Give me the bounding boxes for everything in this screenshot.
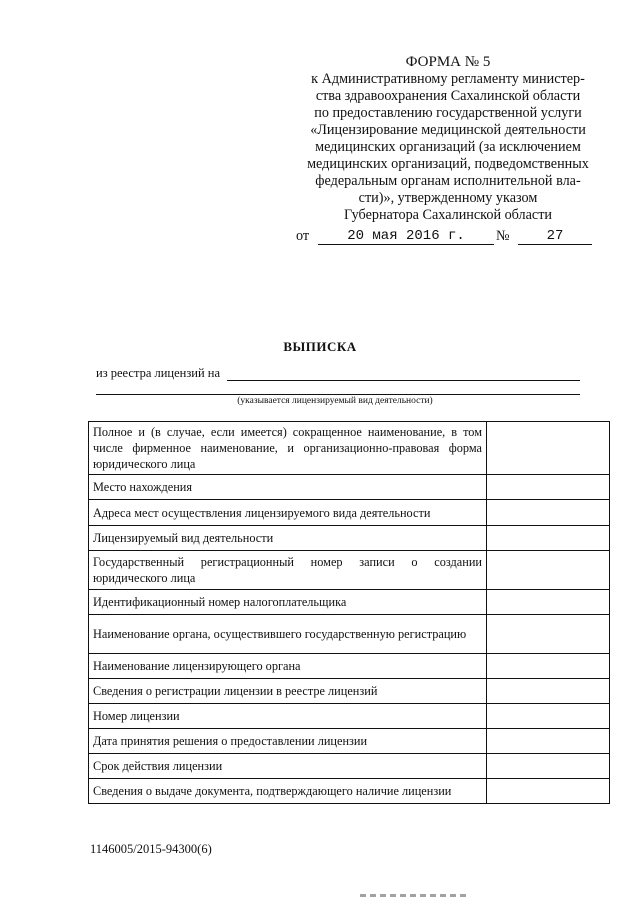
header-line: федеральным органам исполнительной вла-: [315, 173, 581, 189]
header-line: по предоставлению государственной услуги: [314, 105, 582, 121]
table-row: [89, 551, 610, 590]
row-value: [487, 704, 610, 729]
row-label: Полное и (в случае, если имеется) сокращенное наименование, в том числе фирменное наименование, и организационно-правовая форма юридического лица: [89, 422, 487, 475]
row-value: [487, 754, 610, 779]
decree-number: 27: [518, 228, 592, 245]
table-row: [89, 654, 610, 679]
row-label: Идентификационный номер налогоплательщика: [89, 590, 487, 615]
header-line: сти)», утвержденному указом: [358, 190, 538, 206]
table-row: [89, 729, 610, 754]
row-value: [487, 500, 610, 526]
row-value: [487, 422, 610, 475]
registry-fill-line-2: [96, 394, 580, 395]
row-label: Сведения о регистрации лицензии в реестре лицензий: [89, 679, 487, 704]
form-number: ФОРМА № 5: [405, 54, 491, 70]
registry-label: из реестра лицензий на: [96, 366, 221, 380]
row-label: Лицензируемый вид деятельности: [89, 526, 487, 551]
table-row: [89, 475, 610, 500]
row-label: Государственный регистрационный номер записи о создании юридического лица: [89, 551, 487, 590]
row-value: [487, 590, 610, 615]
table-row: [89, 704, 610, 729]
table-row: [89, 615, 610, 654]
decree-date-row: [296, 228, 600, 246]
decree-date: 20 мая 2016 г.: [318, 228, 494, 245]
header-line: медицинских организаций (за исключением: [315, 139, 581, 155]
registry-fill-line: [227, 380, 580, 381]
scan-mark: [360, 894, 470, 897]
row-label: Номер лицензии: [89, 704, 487, 729]
row-value: [487, 551, 610, 590]
row-label: Наименование органа, осуществившего государственную регистрацию: [89, 615, 487, 654]
header-line: ства здравоохранения Сахалинской области: [315, 88, 581, 104]
number-prefix: №: [496, 228, 510, 244]
date-prefix: от: [296, 228, 310, 244]
table-row: [89, 422, 610, 475]
row-value: [487, 779, 610, 804]
document-title: ВЫПИСКА: [283, 339, 357, 354]
header-line: Губернатора Сахалинской области: [343, 207, 553, 223]
row-label: Срок действия лицензии: [89, 754, 487, 779]
row-label: Дата принятия решения о предоставлении лицензии: [89, 729, 487, 754]
row-label: Место нахождения: [89, 475, 487, 500]
table-row: [89, 754, 610, 779]
row-value: [487, 679, 610, 704]
table-row: [89, 526, 610, 551]
extract-table: [88, 421, 610, 804]
row-value: [487, 615, 610, 654]
row-value: [487, 654, 610, 679]
table-row: [89, 500, 610, 526]
header-line: медицинских организаций, подведомственных: [307, 156, 589, 172]
table-row: [89, 590, 610, 615]
header-line: к Административному регламенту министер-: [311, 71, 585, 87]
registry-hint: (указывается лицензируемый вид деятельности): [237, 396, 433, 406]
table-row: [89, 779, 610, 804]
registry-row: [96, 366, 580, 382]
row-label: Наименование лицензирующего органа: [89, 654, 487, 679]
row-label: Сведения о выдаче документа, подтверждающего наличие лицензии: [89, 779, 487, 804]
row-value: [487, 526, 610, 551]
row-label: Адреса мест осуществления лицензируемого вида деятельности: [89, 500, 487, 526]
form-header: [296, 54, 600, 224]
document-code: 1146005/2015-94300(6): [90, 842, 212, 856]
header-line: «Лицензирование медицинской деятельности: [310, 122, 586, 138]
row-value: [487, 729, 610, 754]
table-row: [89, 679, 610, 704]
row-value: [487, 475, 610, 500]
